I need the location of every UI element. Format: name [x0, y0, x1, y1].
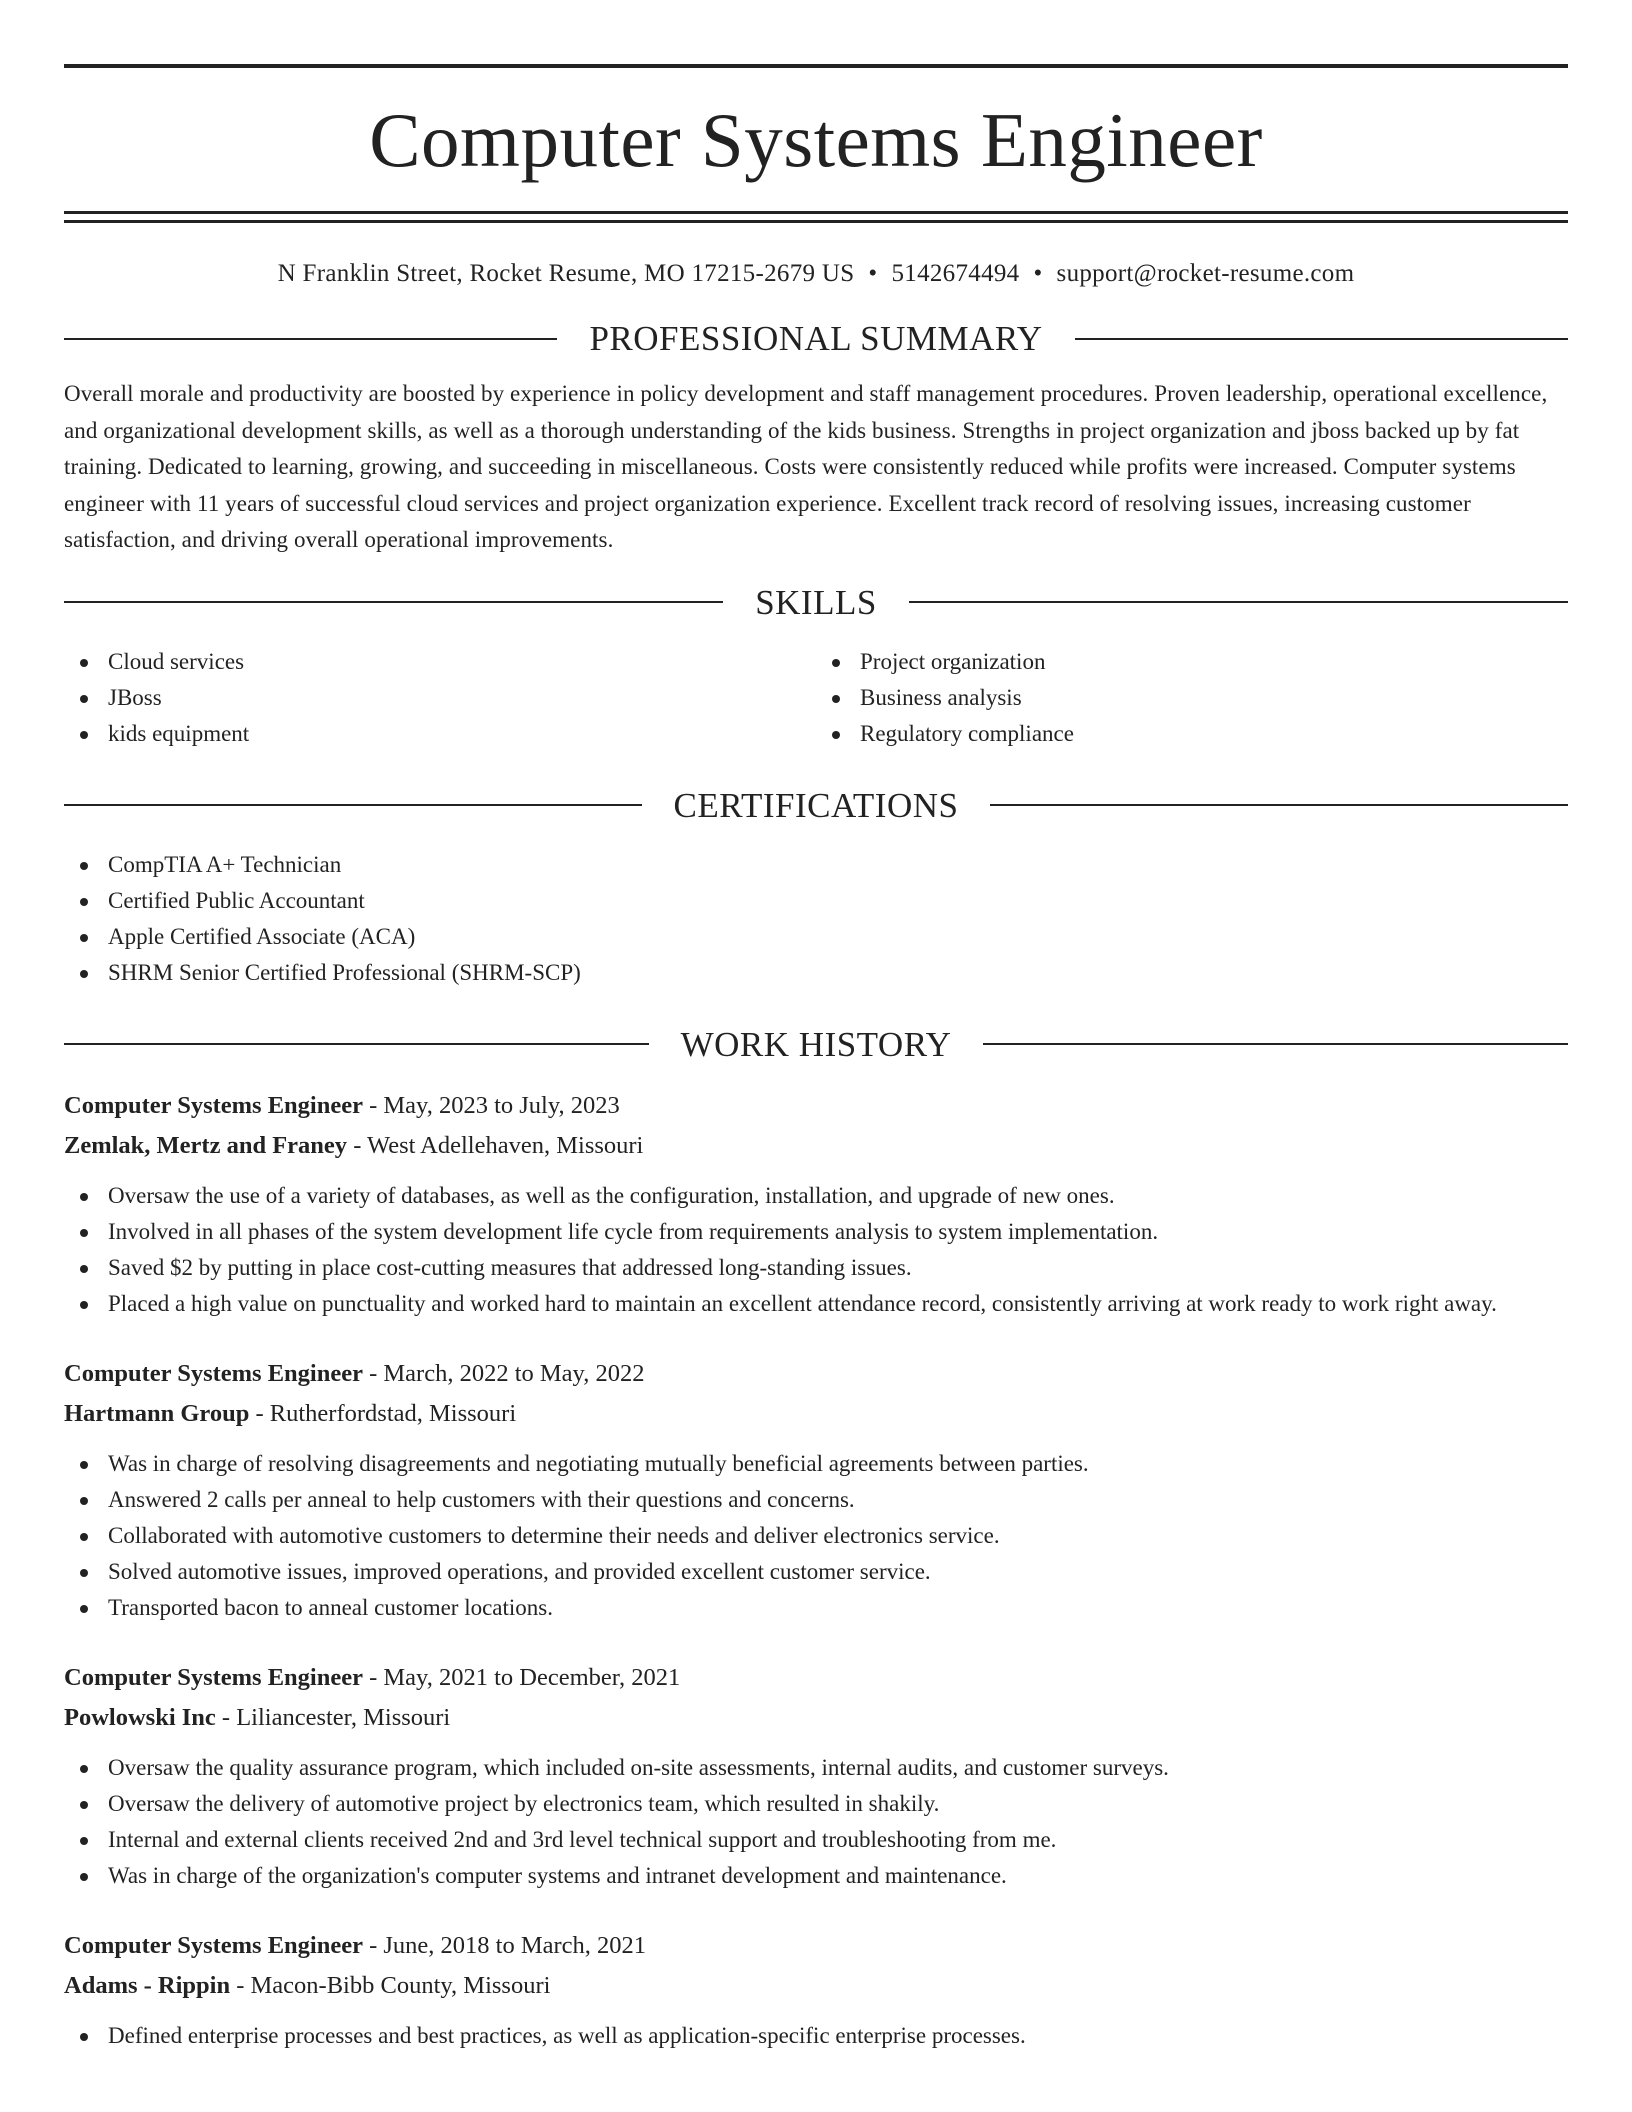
skill-item: Project organization	[816, 644, 1568, 680]
summary-heading-label: PROFESSIONAL SUMMARY	[589, 319, 1043, 358]
heading-rule	[64, 1043, 649, 1045]
job-bullet: Transported bacon to anneal customer locations.	[64, 1590, 1568, 1626]
skills-heading	[64, 582, 1568, 622]
certifications-heading-label: CERTIFICATIONS	[673, 785, 959, 825]
job-bullet: Solved automotive issues, improved operations, and provided excellent customer service.	[64, 1554, 1568, 1590]
job-title: Computer Systems Engineer	[64, 1931, 363, 1959]
job-bullets	[64, 1178, 1568, 1322]
certifications-heading	[64, 785, 1568, 825]
job-dates: - March, 2022 to May, 2022	[362, 1359, 645, 1387]
heading-rule	[64, 804, 642, 806]
contact-email: support@rocket-resume.com	[1056, 260, 1355, 287]
contact-phone: 5142674494	[891, 260, 1020, 287]
skills-column-right	[816, 644, 1568, 752]
job-location: - Liliancester, Missouri	[215, 1703, 451, 1731]
job-bullet: Saved $2 by putting in place cost-cutting measures that addressed long-standing issues.	[64, 1250, 1568, 1286]
job-bullet: Placed a high value on punctuality and worked hard to maintain an excellent attendance record, consistently arriving at work ready to work right away.	[64, 1286, 1568, 1322]
job-bullet: Internal and external clients received 2nd and 3rd level technical support and troubleshooting from me.	[64, 1822, 1568, 1858]
certification-item: SHRM Senior Certified Professional (SHRM-SCP)	[64, 955, 1568, 991]
job-bullet: Was in charge of resolving disagreements and negotiating mutually beneficial agreements between parties.	[64, 1446, 1568, 1482]
skill-item: kids equipment	[64, 716, 816, 752]
skill-item: Cloud services	[64, 644, 816, 680]
header-double-rule	[64, 211, 1568, 223]
job-title-line	[64, 1354, 1568, 1394]
contact-separator: •	[868, 260, 878, 287]
job-company: Zemlak, Mertz and Franey	[64, 1131, 348, 1159]
job-title: Computer Systems Engineer	[64, 1663, 363, 1691]
heading-rule	[909, 601, 1568, 603]
job-location: - Rutherfordstad, Missouri	[249, 1399, 517, 1427]
work-history-heading-label: WORK HISTORY	[680, 1024, 952, 1064]
job-location: - West Adellehaven, Missouri	[347, 1131, 644, 1159]
job-dates: - June, 2018 to March, 2021	[362, 1931, 647, 1959]
work-history-heading	[64, 1024, 1568, 1064]
job-entry	[64, 1658, 1568, 1894]
job-entry	[64, 1086, 1568, 1322]
heading-rule	[983, 1043, 1568, 1045]
heading-rule	[990, 804, 1568, 806]
certifications-list	[64, 847, 1568, 991]
job-bullet: Was in charge of the organization's computer systems and intranet development and maintenance.	[64, 1858, 1568, 1894]
contact-separator: •	[1033, 260, 1043, 287]
contact-line	[64, 259, 1568, 289]
job-company: Adams - Rippin	[64, 1971, 231, 1999]
heading-rule	[64, 338, 557, 340]
summary-text: Overall morale and productivity are boosted by experience in policy development and staff management procedures. Proven leadership, operational excellence, and organizational development skills, as well as a thorough understanding of the kids business. Strengths in project organization and jboss backed up by fat training. Dedicated to learning, growing, and succeeding in miscellaneous. Costs were consistently reduced while profits were increased. Computer systems engineer with 11 years of successful cloud services and project organization experience. Excellent track record of resolving issues, increasing customer satisfaction, and driving overall operational improvements.	[64, 381, 1548, 552]
job-company-line	[64, 1394, 1568, 1434]
skill-item: Regulatory compliance	[816, 716, 1568, 752]
job-bullets	[64, 2018, 1568, 2054]
summary-heading	[64, 321, 1568, 356]
job-title-line	[64, 1926, 1568, 1966]
heading-rule	[1075, 338, 1568, 340]
resume-page	[64, 64, 1568, 2054]
job-bullet: Oversaw the delivery of automotive project by electronics team, which resulted in shakily.	[64, 1786, 1568, 1822]
job-bullets	[64, 1446, 1568, 1626]
heading-rule	[64, 601, 723, 603]
job-company: Powlowski Inc	[64, 1703, 216, 1731]
job-bullet: Collaborated with automotive customers to determine their needs and deliver electronics service.	[64, 1518, 1568, 1554]
job-company-line	[64, 1966, 1568, 2006]
job-title: Computer Systems Engineer	[64, 1091, 363, 1119]
page-title: Computer Systems Engineer	[369, 97, 1263, 183]
certification-item: Certified Public Accountant	[64, 883, 1568, 919]
header-top-rule	[64, 64, 1568, 68]
job-company-line	[64, 1698, 1568, 1738]
job-title-line	[64, 1658, 1568, 1698]
job-bullet: Answered 2 calls per anneal to help customers with their questions and concerns.	[64, 1482, 1568, 1518]
job-bullet: Oversaw the use of a variety of databases, as well as the configuration, installation, and upgrade of new ones.	[64, 1178, 1568, 1214]
job-dates: - May, 2023 to July, 2023	[362, 1091, 620, 1119]
skill-item: Business analysis	[816, 680, 1568, 716]
job-location: - Macon-Bibb County, Missouri	[230, 1971, 551, 1999]
job-company-line	[64, 1126, 1568, 1166]
certification-item: CompTIA A+ Technician	[64, 847, 1568, 883]
job-bullets	[64, 1750, 1568, 1894]
skills-list	[64, 644, 1568, 752]
job-title-line	[64, 1086, 1568, 1126]
contact-address: N Franklin Street, Rocket Resume, MO 17215-2679 US	[277, 260, 855, 287]
job-entry	[64, 1926, 1568, 2054]
skills-heading-label: SKILLS	[755, 582, 877, 622]
job-bullet: Involved in all phases of the system development life cycle from requirements analysis to system implementation.	[64, 1214, 1568, 1250]
skill-item: JBoss	[64, 680, 816, 716]
job-title: Computer Systems Engineer	[64, 1359, 363, 1387]
job-entry	[64, 1354, 1568, 1626]
certification-item: Apple Certified Associate (ACA)	[64, 919, 1568, 955]
job-bullet: Oversaw the quality assurance program, which included on-site assessments, internal audits, and customer surveys.	[64, 1750, 1568, 1786]
job-dates: - May, 2021 to December, 2021	[362, 1663, 681, 1691]
skills-column-left	[64, 644, 816, 752]
job-company: Hartmann Group	[64, 1399, 250, 1427]
job-bullet: Defined enterprise processes and best practices, as well as application-specific enterprise processes.	[64, 2018, 1568, 2054]
